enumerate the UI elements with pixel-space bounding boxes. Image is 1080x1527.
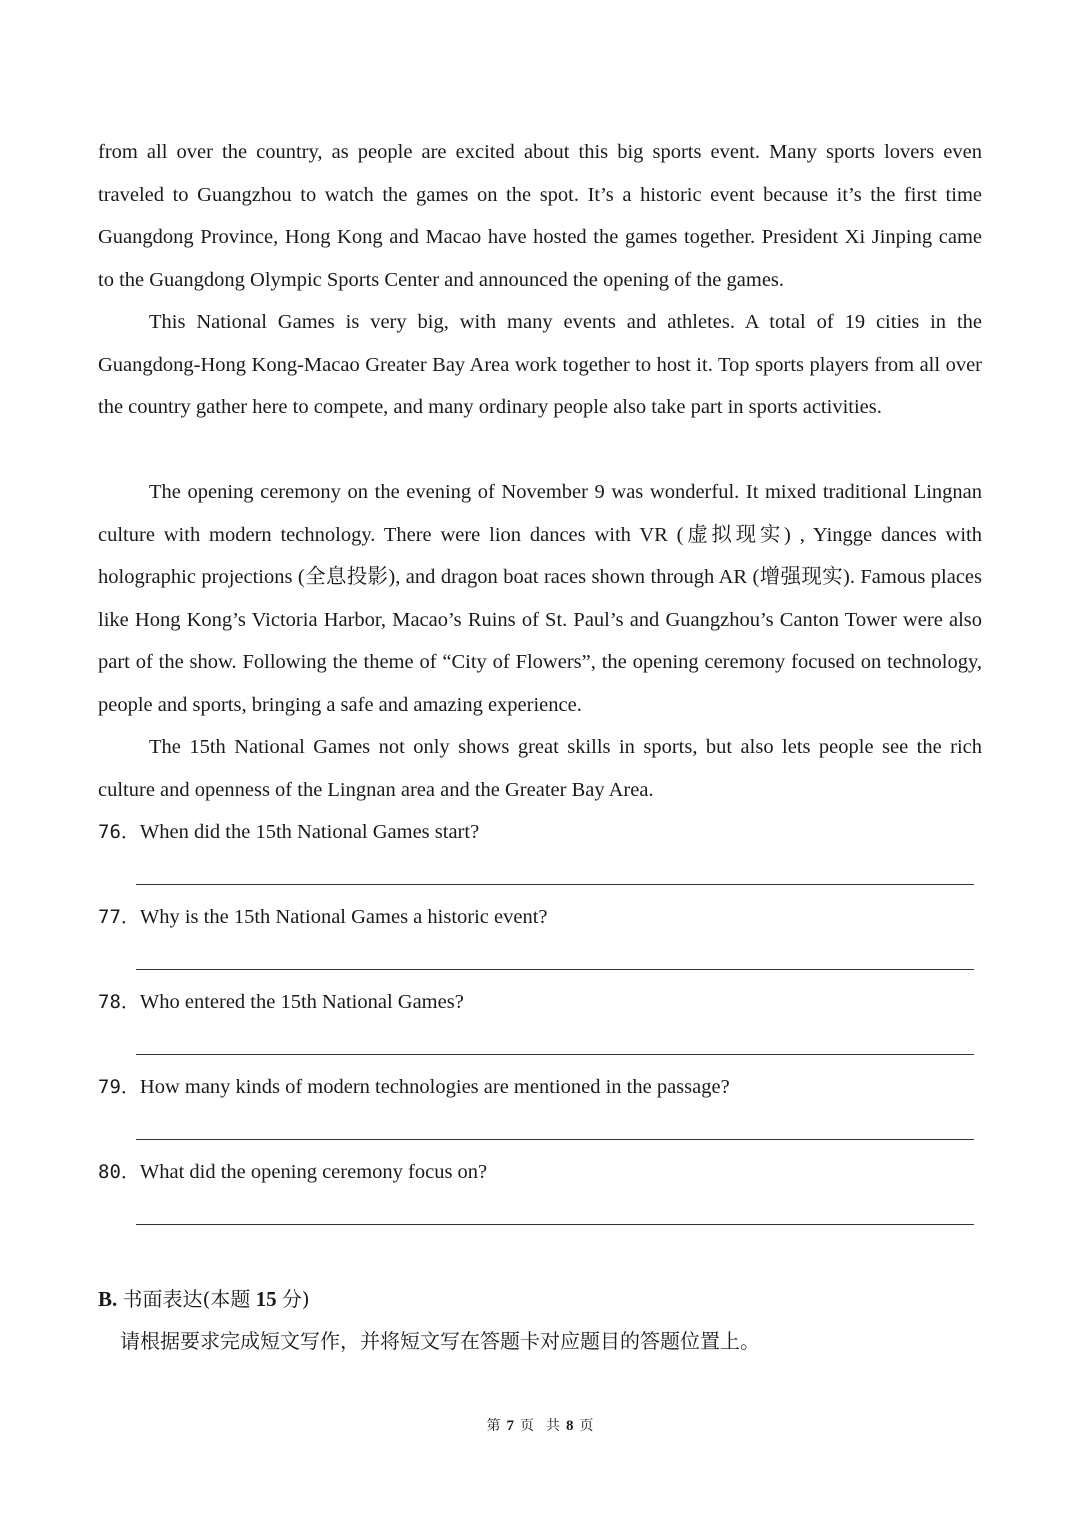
question-number: 80． <box>98 1161 140 1183</box>
question-number: 79． <box>98 1076 140 1098</box>
footer-di: 第 <box>486 1418 501 1434</box>
footer-ye2: 页 <box>579 1418 594 1434</box>
footer-total-pages: 8 <box>566 1418 574 1434</box>
footer-gong: 共 <box>546 1418 560 1434</box>
passage-paragraph-4: The 15th National Games not only shows great skills in sports, but also lets people see the rich culture and openness of the Lingnan area and the Greater Bay Area. <box>98 736 982 801</box>
question-text: What did the opening ceremony focus on? <box>139 1161 488 1183</box>
question-77 <box>98 902 548 932</box>
question-80 <box>98 1157 487 1187</box>
section-title-end: 分) <box>281 1287 310 1311</box>
section-b-title <box>98 1284 310 1314</box>
question-text: Who entered the 15th National Games? <box>139 991 464 1013</box>
passage-paragraph-2: This National Games is very big, with many events and athletes. A total of 19 cities in the Guangdong-Hong Kong-Macao Greater Bay Area work together to host it. Top sports players from all over the country gather here to compete, and many ordinary people also take part in sports activities. <box>98 311 982 418</box>
answer-line-77[interactable] <box>136 969 974 970</box>
question-text: Why is the 15th National Games a historic event? <box>139 906 548 928</box>
passage-paragraph-1: from all over the country, as people are excited about this big sports event. Many sports lovers even traveled to Guangzhou to watch the games on the spot. It’s a historic event because it’s the first time Guangdong Province, Hong Kong and Macao have hosted the games together. President Xi Jinping came to the Guangdong Olympic Sports Center and announced the opening of the games. <box>98 141 982 291</box>
question-number: 78． <box>98 991 140 1013</box>
question-number: 76． <box>98 821 140 843</box>
answer-line-78[interactable] <box>136 1054 974 1055</box>
section-b-instruction: 请根据要求完成短文写作，并将短文写在答题卡对应题目的答题位置上。 <box>120 1329 760 1353</box>
question-78 <box>98 987 464 1017</box>
footer-page-number: 7 <box>506 1418 514 1434</box>
section-title-text: 书面表达(本题 <box>122 1287 251 1311</box>
page-footer <box>0 1416 1080 1436</box>
question-text: How many kinds of modern technologies are mentioned in the passage? <box>139 1076 730 1098</box>
answer-line-79[interactable] <box>136 1139 974 1140</box>
question-text: When did the 15th National Games start? <box>139 821 480 843</box>
question-79 <box>98 1072 730 1102</box>
section-points: 15 <box>255 1287 277 1311</box>
answer-line-80[interactable] <box>136 1224 974 1225</box>
footer-ye: 页 <box>520 1418 534 1434</box>
question-76 <box>98 817 479 847</box>
question-number: 77． <box>98 906 140 928</box>
answer-line-76[interactable] <box>136 884 974 885</box>
passage-paragraph-3: The opening ceremony on the evening of November 9 was wonderful. It mixed traditional Lingnan culture with modern technology. There were lion dances with VR (虚拟现实) , Yingge dances with holographic projections (全息投影), and dragon boat races shown through AR (增强现实). Famous places like Hong Kong’s Victoria Harbor, Macao’s Ruins of St. Paul’s and Guangzhou’s Canton Tower were also part of the show. Following the theme of “City of Flowers”, the opening ceremony focused on technology, people and sports, bringing a safe and amazing experience. <box>98 481 982 716</box>
section-label: B. <box>98 1287 118 1311</box>
